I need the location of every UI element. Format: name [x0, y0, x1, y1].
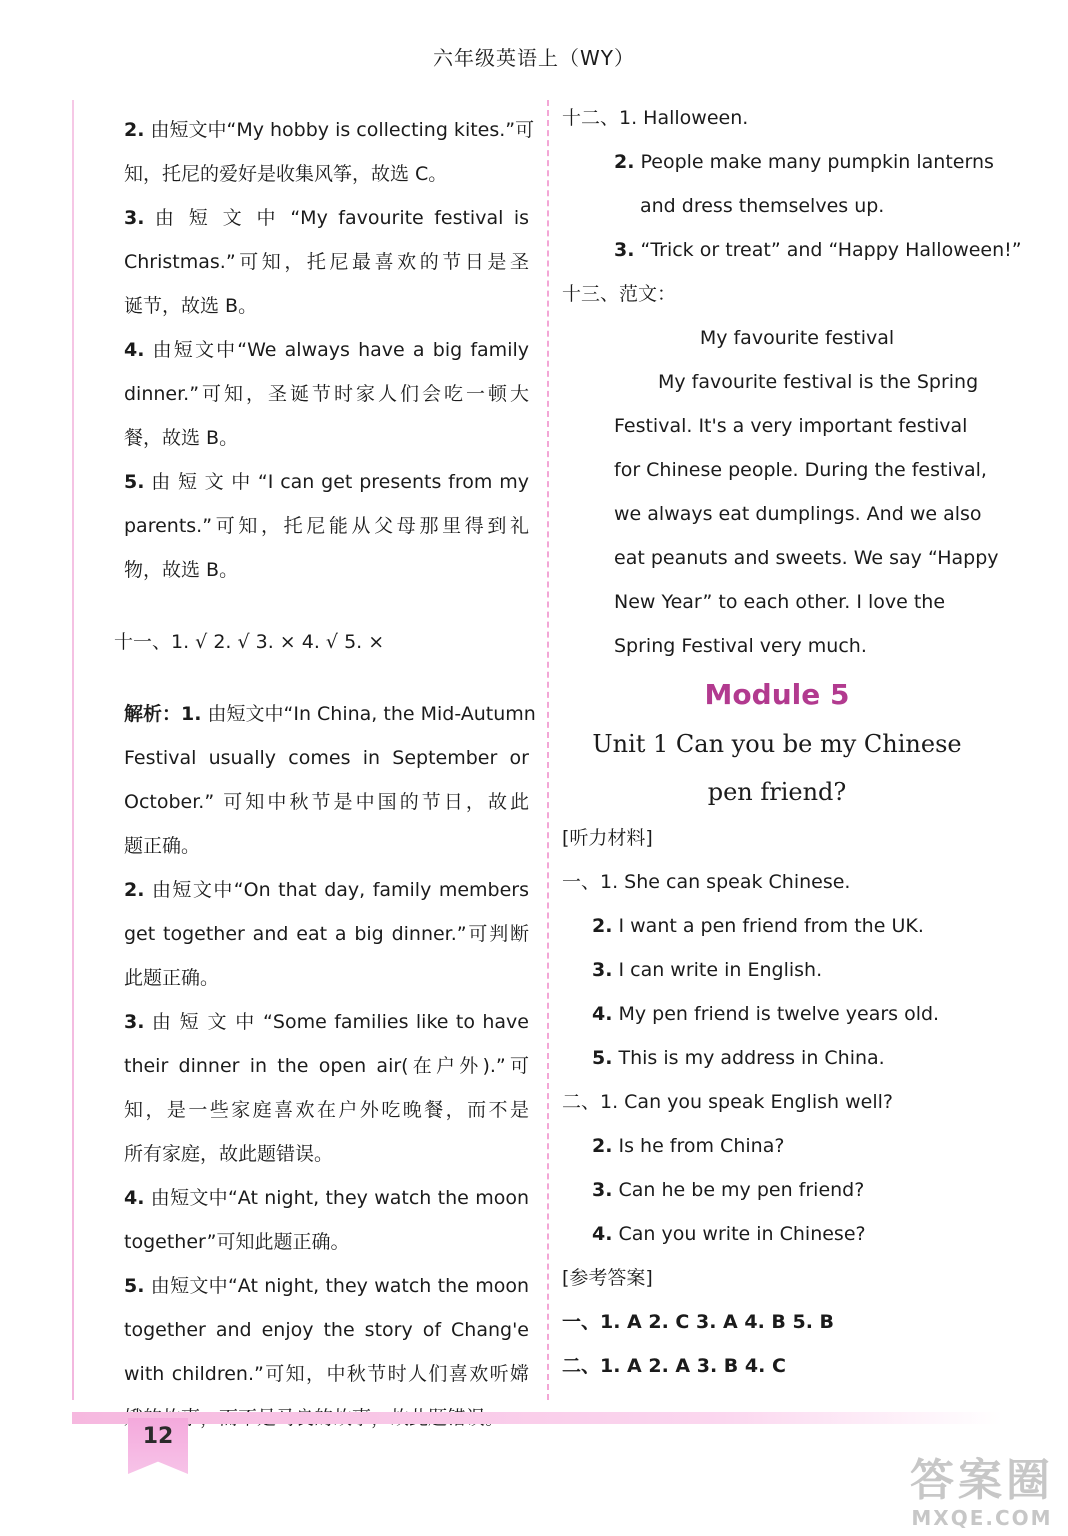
q13-label: 十三、范文：: [562, 283, 677, 305]
left-text-line: 3. 由 短 文 中 “Some families like to have: [124, 1011, 529, 1033]
left-text-line: 4. 由短文中“At night, they watch the moon: [124, 1187, 529, 1209]
left-text-line: 物，故选 B。: [124, 559, 239, 581]
column-divider: [547, 100, 549, 1400]
essay-line: eat peanuts and sweets. We say “Happy: [614, 547, 999, 569]
left-text-line: 知，托尼的爱好是收集风筝，故选 C。: [124, 163, 448, 185]
left-text-line: Festival usually comes in September or: [124, 747, 529, 769]
module-heading: Module 5: [704, 678, 850, 711]
watermark-line-1: 答案圈: [910, 1455, 1054, 1506]
left-text-line: October.” 可知中秋节是中国的节日，故此: [124, 791, 529, 813]
listening-item: 5. This is my address in China.: [592, 1047, 885, 1069]
left-text-line: get together and eat a big dinner.”可判断: [124, 923, 529, 945]
left-text-line: 4. 由短文中“We always have a big family: [124, 339, 529, 361]
left-text-line: dinner.”可知，圣诞节时家人们会吃一顿大: [124, 383, 529, 405]
page-number: 12: [142, 1424, 174, 1449]
listening-label: [听力材料]: [562, 827, 653, 849]
footer-rule: [72, 1412, 1002, 1424]
left-text-line: 此题正确。: [124, 967, 220, 989]
answers-label: [参考答案]: [562, 1267, 653, 1289]
listening-item: 2. Is he from China?: [592, 1135, 785, 1157]
essay-line: we always eat dumplings. And we also: [614, 503, 982, 525]
left-margin-rule: [72, 100, 74, 1400]
essay-line: for Chinese people. During the festival,: [614, 459, 987, 481]
essay-line: New Year” to each other. I love the: [614, 591, 946, 613]
right-column: [562, 96, 1022, 1388]
left-column: [114, 108, 536, 1440]
left-text-line: together and enjoy the story of Chang'e: [124, 1319, 529, 1341]
left-text-line: parents.”可知，托尼能从父母那里得到礼: [124, 515, 529, 537]
answers-line-1: 一、1. A 2. C 3. A 4. B 5. B: [562, 1311, 835, 1333]
left-text-line: 餐，故选 B。: [124, 427, 239, 449]
left-text-line: 5. 由 短 文 中 “I can get presents from my: [124, 471, 529, 493]
left-text-line: 知，是一些家庭喜欢在户外吃晚餐，而不是: [124, 1099, 529, 1121]
left-text-line: 2. 由短文中“My hobby is collecting kites.”可: [124, 119, 535, 141]
listening-item: 4. Can you write in Chinese?: [592, 1223, 866, 1245]
page-header: 六年级英语上（WY）: [433, 46, 635, 70]
listening-section-1: [562, 860, 992, 1080]
q12-line-3: and dress themselves up.: [640, 195, 885, 217]
listening-item: 2. I want a pen friend from the UK.: [592, 915, 924, 937]
listening-item: 3. Can he be my pen friend?: [592, 1179, 865, 1201]
q12-line-4: 3. “Trick or treat” and “Happy Halloween!”: [614, 239, 1022, 261]
listening-item: 一、1. She can speak Chinese.: [562, 871, 851, 893]
spacer: [124, 664, 529, 692]
essay-title: My favourite festival: [699, 327, 895, 349]
left-text-line: 3. 由 短 文 中 “My favourite festival is: [124, 207, 529, 229]
left-text-line: their dinner in the open air(在户外).”可: [124, 1055, 529, 1077]
left-text-line: 十一、1. √ 2. √ 3. × 4. √ 5. ×: [114, 631, 385, 653]
essay-line: Festival. It's a very important festival: [614, 415, 968, 437]
watermark-line-2: MXQE.COM: [911, 1506, 1053, 1530]
unit-title-line-1: Unit 1 Can you be my Chinese: [592, 730, 962, 758]
listening-item: 二、1. Can you speak English well?: [562, 1091, 893, 1113]
essay-body: [562, 360, 999, 668]
answers-line-2: 二、1. A 2. A 3. B 4. C: [562, 1355, 786, 1377]
left-text-line: 题正确。: [124, 835, 201, 857]
left-text-line: with children.”可知，中秋节时人们喜欢听嫦: [124, 1363, 529, 1385]
watermark-logo: [910, 1456, 1054, 1530]
essay-line: Spring Festival very much.: [614, 635, 867, 657]
listening-item: 4. My pen friend is twelve years old.: [592, 1003, 940, 1025]
listening-item: 3. I can write in English.: [592, 959, 823, 981]
spacer: [124, 592, 529, 620]
left-text-line: 解析：1. 由短文中“In China, the Mid-Autumn: [124, 703, 536, 725]
left-text-line: together”可知此题正确。: [124, 1231, 350, 1253]
unit-title-line-2: pen friend?: [707, 778, 847, 806]
listening-section-2: [562, 1080, 992, 1256]
left-text-line: 诞节，故选 B。: [124, 295, 258, 317]
left-text-line: Christmas.”可知，托尼最喜欢的节日是圣: [124, 251, 529, 273]
essay-line: My favourite festival is the Spring: [658, 371, 979, 393]
left-text-line: 5. 由短文中“At night, they watch the moon: [124, 1275, 529, 1297]
left-text-line: 所有家庭，故此题错误。: [124, 1143, 334, 1165]
q12-line-2: 2. People make many pumpkin lanterns: [614, 151, 994, 173]
q12-line-1: 十二、1. Halloween.: [562, 107, 749, 129]
left-text-line: 2. 由短文中“On that day, family members: [124, 879, 529, 901]
